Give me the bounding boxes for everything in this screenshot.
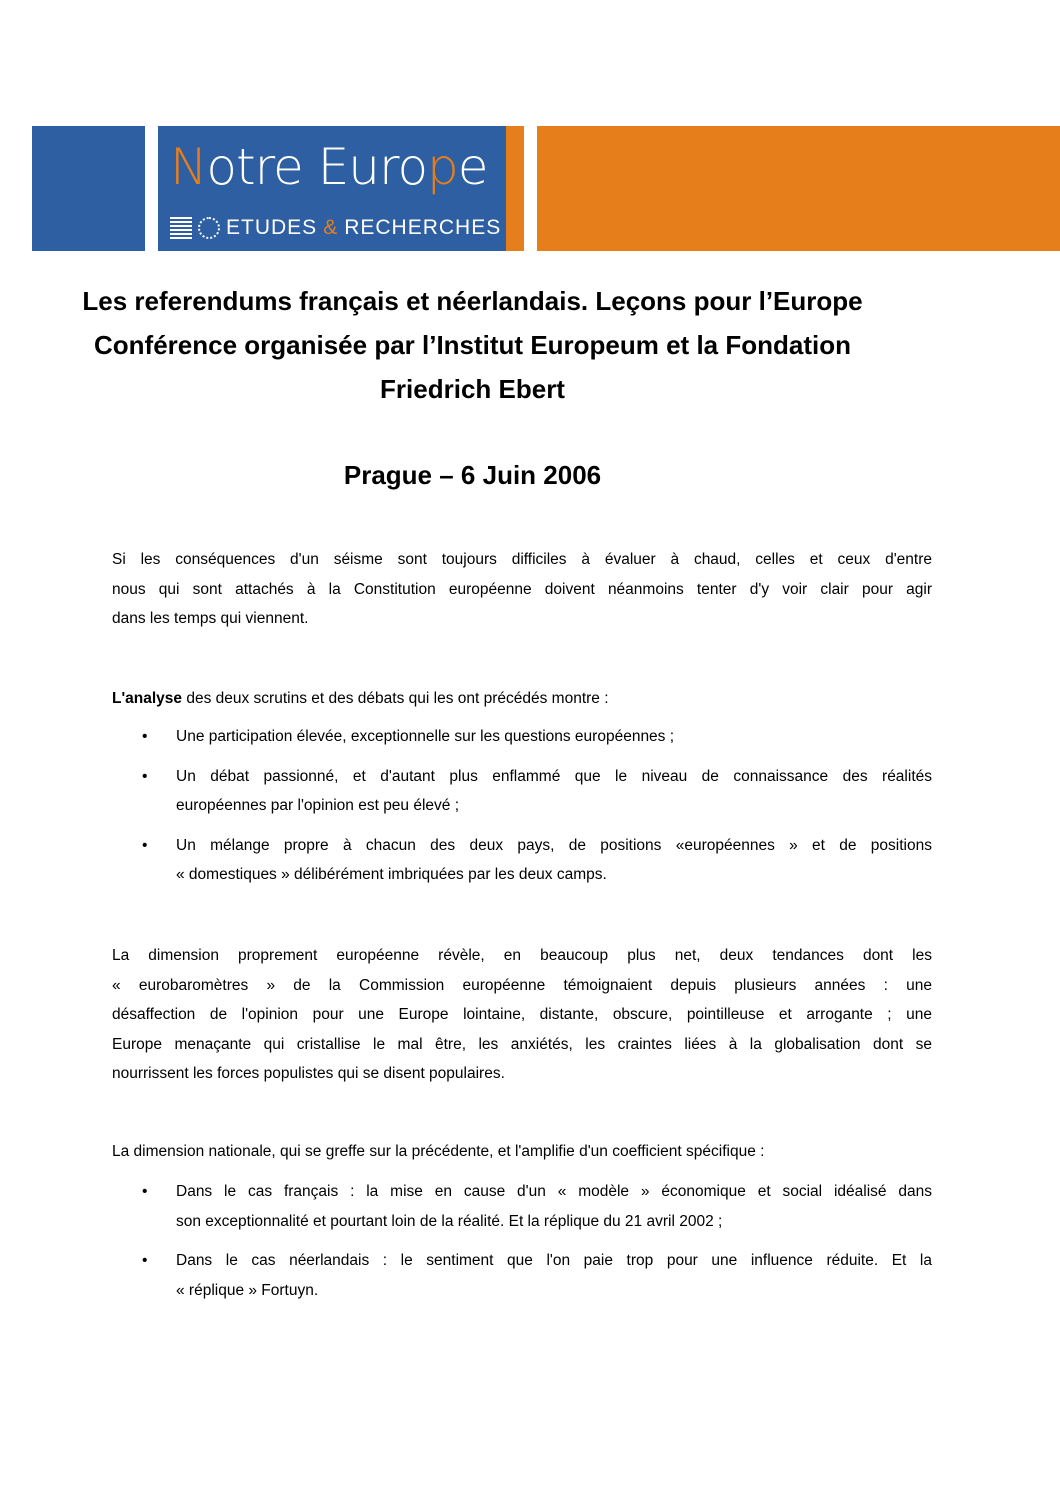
series-word: ETUDES xyxy=(226,216,318,239)
series-amp: & xyxy=(323,216,339,239)
text-line: désaffection de l'opinion pour une Europe lointaine, distante, obscure, pointilleuse et arrogante ; une xyxy=(112,1006,932,1023)
paragraph-national-dimension xyxy=(112,1137,932,1167)
text-line: Si les conséquences d'un séisme sont toujours difficiles à évaluer à chaud, celles et ceux d'entre xyxy=(112,551,932,568)
list-item xyxy=(112,1177,932,1236)
paragraph-analysis xyxy=(112,684,932,714)
bullet-icon: • xyxy=(142,836,148,854)
text-line: nous qui sont attachés à la Constitution européenne doivent néanmoins tenter d'y voir clair pour agir xyxy=(112,580,932,598)
bold-lead: L'analyse xyxy=(112,690,183,707)
text-line: dans les temps qui viennent. xyxy=(112,610,309,627)
logo-letter: N xyxy=(170,138,207,196)
text-line: La dimension nationale, qui se greffe sur la précédente, et l'amplifie d'un coefficient spécifique : xyxy=(112,1143,765,1160)
logo-letter: p xyxy=(427,138,458,196)
text-line: Europe menaçante qui cristallise le mal être, les anxiétés, les craintes liées à la globalisation dont se xyxy=(112,1035,932,1053)
bullet-list-2 xyxy=(112,1177,932,1305)
title-line: Les referendums français et néerlandais. Leçons pour l’Europe xyxy=(82,286,863,316)
bullet-icon: • xyxy=(142,767,148,785)
series-label xyxy=(170,216,501,240)
list-item xyxy=(112,762,932,821)
banner-orange-right xyxy=(537,126,1060,251)
list-item xyxy=(112,1246,932,1305)
text-line xyxy=(112,684,932,714)
text-line: « réplique » Fortuyn. xyxy=(176,1281,319,1299)
text: des deux scrutins et des débats qui les ont précédés montre : xyxy=(182,690,609,707)
text-line: Un mélange propre à chacun des deux pays, de positions «européennes » et de positions xyxy=(176,836,932,854)
text-line: Dans le cas français : la mise en cause d'un « modèle » économique et social idéalisé dans xyxy=(176,1183,932,1200)
text-line: La dimension proprement européenne révèle, en beaucoup plus net, deux tendances dont les xyxy=(112,947,932,964)
notre-europe-logo xyxy=(170,138,488,196)
text-line: Un débat passionné, et d'autant plus enflammé que le niveau de connaissance des réalités xyxy=(176,767,932,785)
paragraph-european-dimension xyxy=(112,941,932,1089)
series-word: RECHERCHES xyxy=(344,216,502,239)
text-line: « eurobaromètres » de la Commission européenne témoignaient depuis plusieurs années : une xyxy=(112,976,932,994)
logo-text: otre Euro xyxy=(206,138,428,196)
text-line: nourrissent les forces populistes qui se disent populaires. xyxy=(112,1065,505,1082)
text-line: « domestiques » délibérément imbriquées par les deux camps. xyxy=(176,866,607,883)
logo-text: e xyxy=(457,138,488,196)
bullet-icon: • xyxy=(142,728,148,745)
list-item xyxy=(112,831,932,890)
text-line: Dans le cas néerlandais : le sentiment que l'on paie trop pour une influence réduite. Et la xyxy=(176,1252,932,1269)
text-line: européennes par l'opinion est peu élevé ; xyxy=(176,797,460,814)
eu-stars-icon xyxy=(198,217,220,239)
banner-blue-left xyxy=(32,126,145,251)
event-date: Prague – 6 Juin 2006 xyxy=(343,460,602,490)
paragraph-intro xyxy=(112,545,932,634)
list-item xyxy=(112,722,932,752)
document-lines-icon xyxy=(170,217,192,239)
banner-orange-strip xyxy=(506,126,524,251)
bullet-list-1 xyxy=(112,722,932,890)
text-line: son exceptionnalité et pourtant loin de la réalité. Et la réplique du 21 avril 2002 ; xyxy=(176,1212,723,1230)
bullet-icon: • xyxy=(142,1252,148,1269)
text-line: Une participation élevée, exceptionnelle sur les questions européennes ; xyxy=(176,728,675,745)
title-line: Conférence organisée par l’Institut Europeum et la Fondation xyxy=(94,330,851,360)
bullet-icon: • xyxy=(142,1183,148,1200)
title-line: Friedrich Ebert xyxy=(380,374,565,404)
